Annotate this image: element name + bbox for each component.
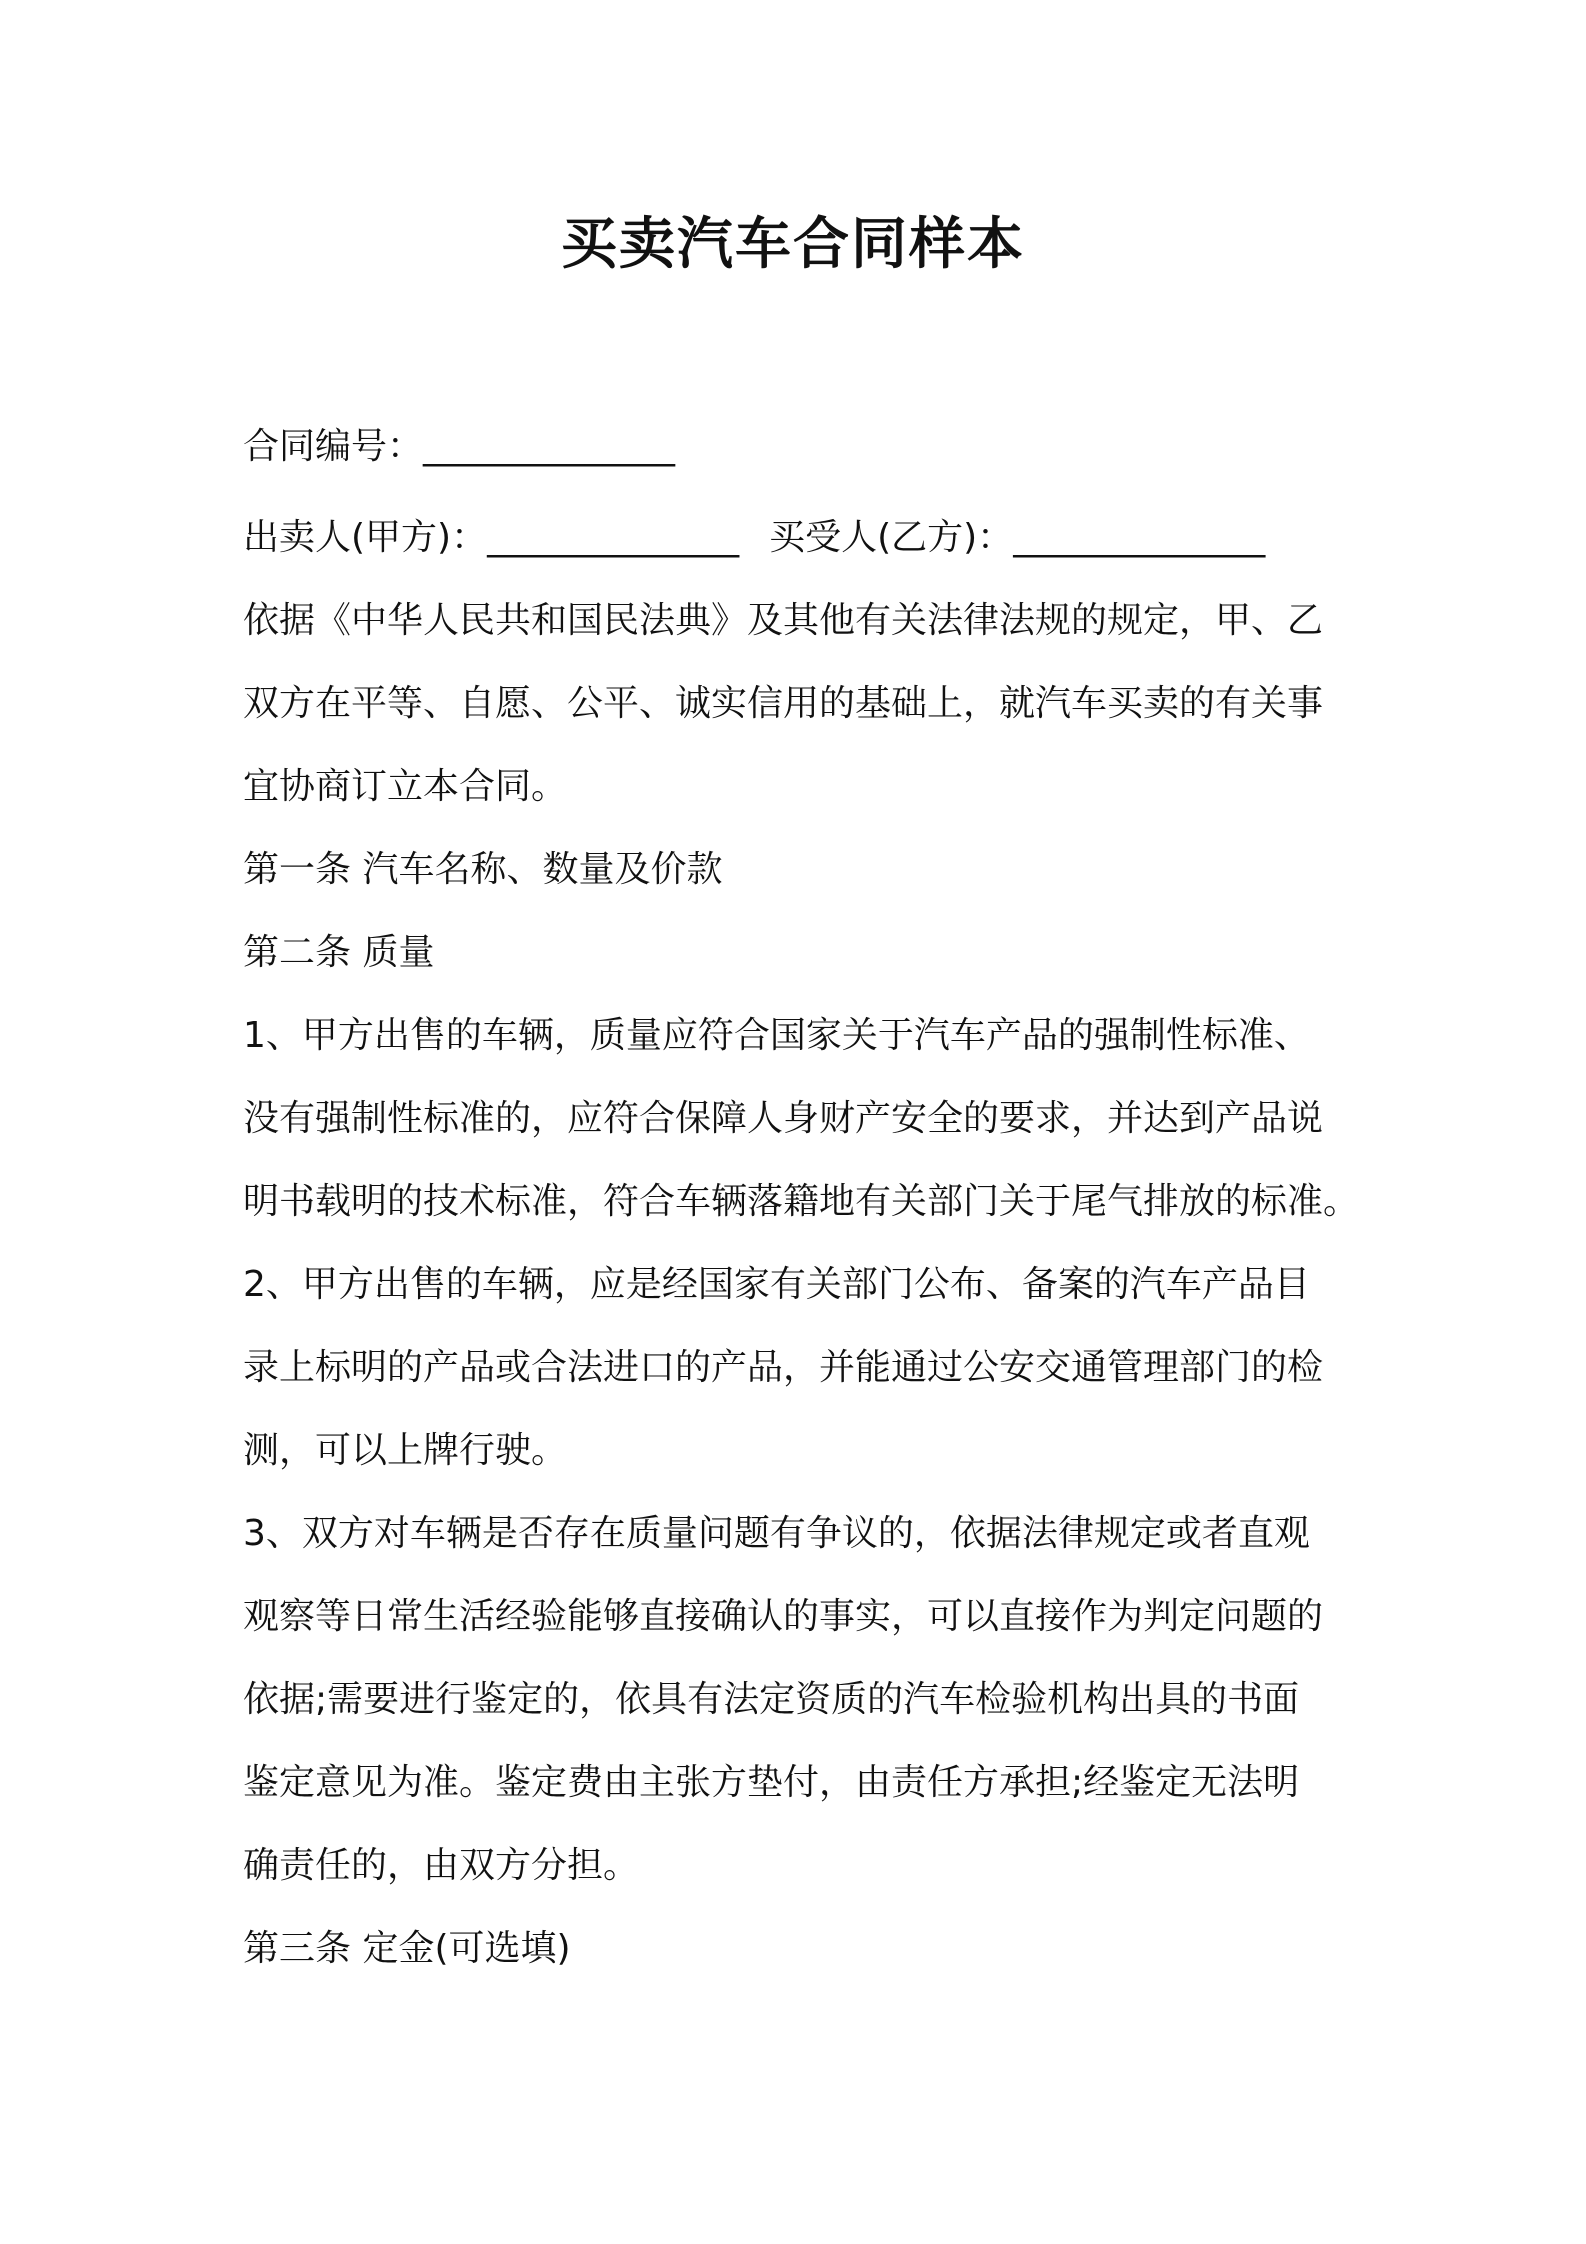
paragraph-line: 3、双方对车辆是否存在质量问题有争议的，依据法律规定或者直观 <box>243 1513 1310 1554</box>
clause-3-paragraph <box>243 1492 1383 1907</box>
paragraph-line: 明书载明的技术标准，符合车辆落籍地有关部门关于尾气排放的标准。 <box>243 1181 1360 1222</box>
paragraph-line: 2、甲方出售的车辆，应是经国家有关部门公布、备案的汽车产品目 <box>243 1264 1310 1305</box>
paragraph-line: 确责任的，由双方分担。 <box>243 1845 640 1886</box>
paragraph-line: 1、甲方出售的车辆，质量应符合国家关于汽车产品的强制性标准、 <box>243 1015 1310 1056</box>
article-1-heading: 第一条 汽车名称、数量及价款 <box>243 849 723 890</box>
paragraph-line: 测，可以上牌行驶。 <box>243 1430 568 1471</box>
seller-blank: ______________ <box>487 517 740 558</box>
article-2-heading: 第二条 质量 <box>243 932 435 973</box>
contract-number-label: 合同编号： <box>243 426 424 467</box>
clause-1-paragraph <box>243 994 1383 1243</box>
clause-2-paragraph <box>243 1243 1383 1492</box>
contract-number-blank: ______________ <box>423 426 676 467</box>
seller-label: 出卖人(甲方)： <box>243 517 488 558</box>
buyer-blank: ______________ <box>1013 517 1266 558</box>
parties-line <box>243 496 1383 579</box>
document-body <box>243 405 1383 1990</box>
paragraph-line: 依据;需要进行鉴定的，依具有法定资质的汽车检验机构出具的书面 <box>243 1679 1300 1720</box>
buyer-label: 买受人(乙方)： <box>769 517 1014 558</box>
preamble-paragraph <box>243 579 1383 828</box>
contract-number-line <box>243 405 1383 488</box>
paragraph-line: 没有强制性标准的，应符合保障人身财产安全的要求，并达到产品说 <box>243 1098 1324 1139</box>
paragraph-line: 录上标明的产品或合法进口的产品，并能通过公安交通管理部门的检 <box>243 1347 1324 1388</box>
paragraph-line: 双方在平等、自愿、公平、诚实信用的基础上，就汽车买卖的有关事 <box>243 683 1324 724</box>
paragraph-line: 宜协商订立本合同。 <box>243 766 568 807</box>
article-3-heading: 第三条 定金(可选填) <box>243 1928 571 1969</box>
paragraph-line: 观察等日常生活经验能够直接确认的事实，可以直接作为判定问题的 <box>243 1596 1324 1637</box>
document-title: 买卖汽车合同样本 <box>561 212 1025 277</box>
paragraph-line: 鉴定意见为准。鉴定费由主张方垫付，由责任方承担;经鉴定无法明 <box>243 1762 1300 1803</box>
paragraph-line: 依据《中华人民共和国民法典》及其他有关法律法规的规定，甲、乙 <box>243 600 1324 641</box>
